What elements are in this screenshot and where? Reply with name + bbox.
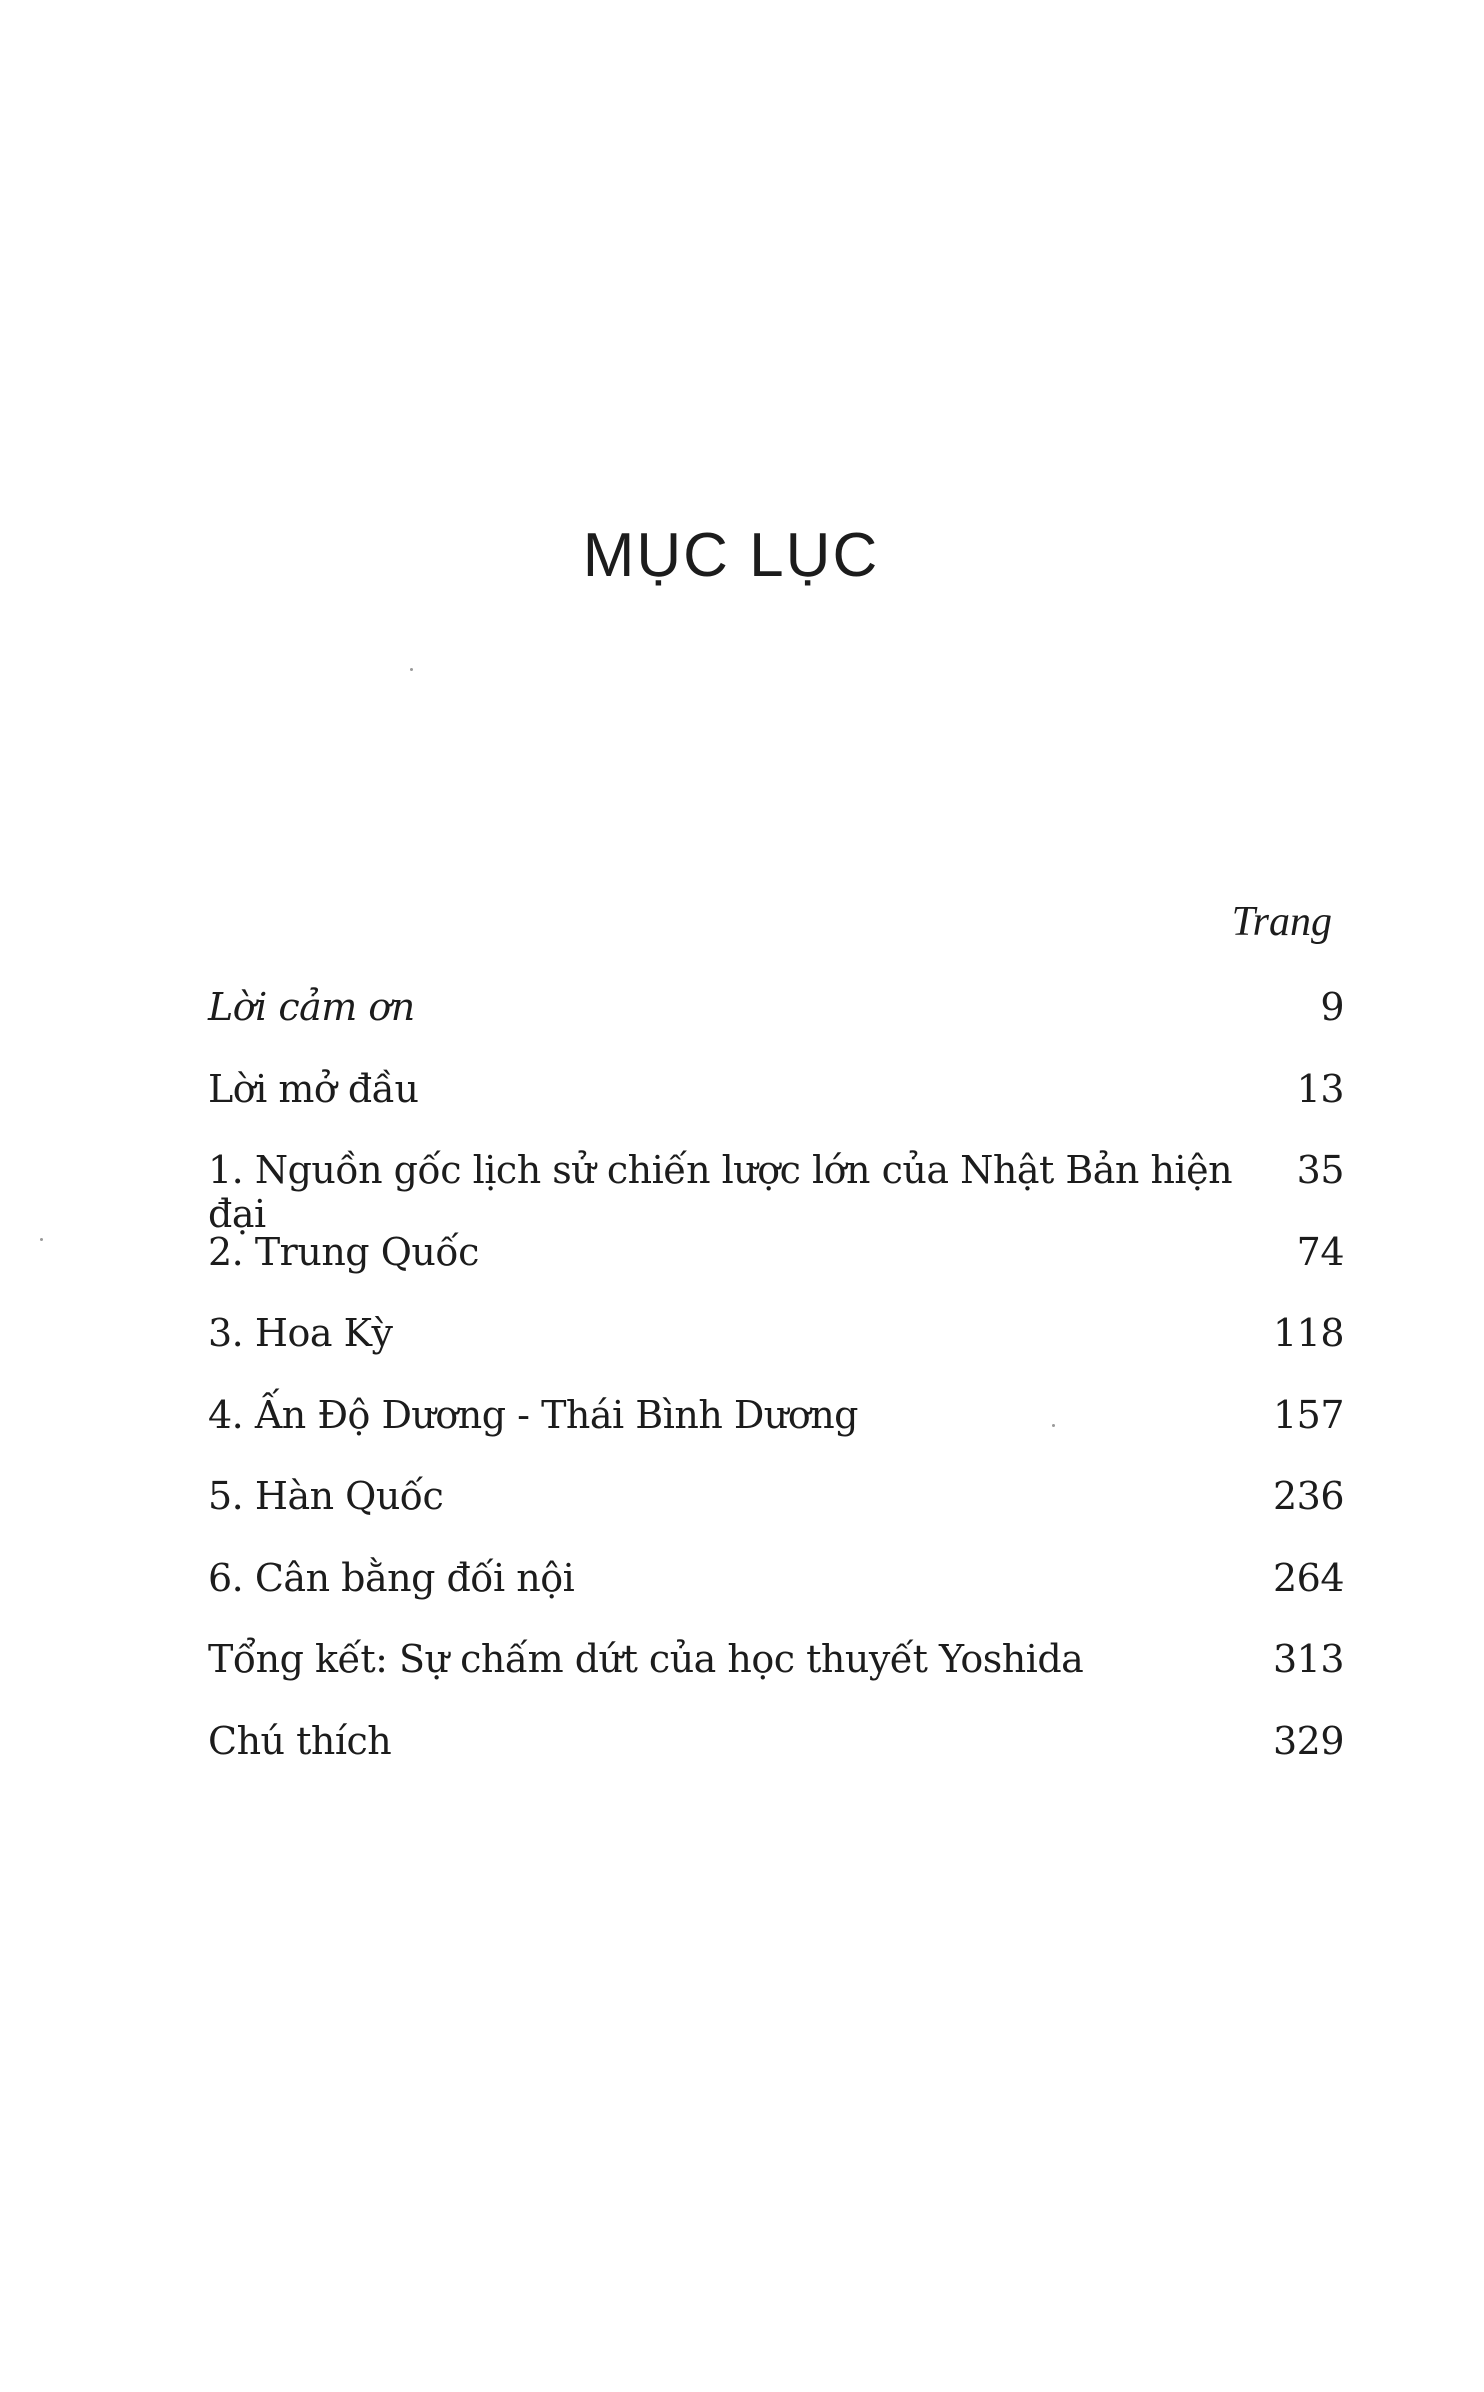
toc-entry-page: 9 xyxy=(1320,985,1344,1029)
toc-entry xyxy=(208,985,1344,1067)
toc-entry xyxy=(208,1067,1344,1149)
toc-entry-page: 264 xyxy=(1272,1555,1344,1600)
toc-entry-label: 1. Nguồn gốc lịch sử chiến lược lớn của Nhật Bản hiện đại xyxy=(208,1148,1233,1236)
toc-entry-label: 3. Hoa Kỳ xyxy=(208,1311,393,1355)
page-title: MỤC LỤC xyxy=(582,521,880,590)
toc-entry-page: 35 xyxy=(1296,1148,1344,1192)
paper-speck xyxy=(40,1238,43,1241)
toc-entry-label: 6. Cân bằng đối nội xyxy=(208,1555,575,1600)
page-column-header: Trang xyxy=(1231,899,1332,945)
toc-entry-label: Tổng kết: Sự chấm dứt của học thuyết Yoshida xyxy=(208,1637,1084,1681)
toc-entry-label: Lời cảm ơn xyxy=(208,985,415,1029)
paper-speck xyxy=(410,668,413,671)
toc-entry xyxy=(208,1311,1344,1393)
toc-entry xyxy=(208,1474,1344,1556)
toc-entry-page: 13 xyxy=(1296,1066,1344,1111)
toc-entry xyxy=(208,1148,1344,1236)
toc-entry xyxy=(208,1230,1344,1312)
toc-entry xyxy=(208,1637,1344,1719)
toc-entry-page: 313 xyxy=(1272,1637,1344,1681)
table-of-contents xyxy=(208,985,1344,1800)
toc-entry-page: 74 xyxy=(1296,1229,1344,1274)
toc-entry xyxy=(208,1393,1344,1475)
toc-entry-label: Chú thích xyxy=(208,1718,392,1763)
toc-entry xyxy=(208,1719,1344,1801)
paper-speck xyxy=(1052,1424,1055,1427)
toc-entry-label: 5. Hàn Quốc xyxy=(208,1474,444,1518)
toc-entry-label: Lời mở đầu xyxy=(208,1066,419,1111)
toc-entry-label: 4. Ấn Độ Dương - Thái Bình Dương xyxy=(208,1392,859,1437)
toc-entry-page: 236 xyxy=(1272,1474,1344,1518)
toc-entry-label: 2. Trung Quốc xyxy=(208,1229,479,1274)
toc-entry-page: 329 xyxy=(1272,1718,1344,1763)
toc-entry-page: 118 xyxy=(1272,1311,1344,1355)
toc-entry xyxy=(208,1556,1344,1638)
toc-entry-page: 157 xyxy=(1272,1392,1344,1437)
